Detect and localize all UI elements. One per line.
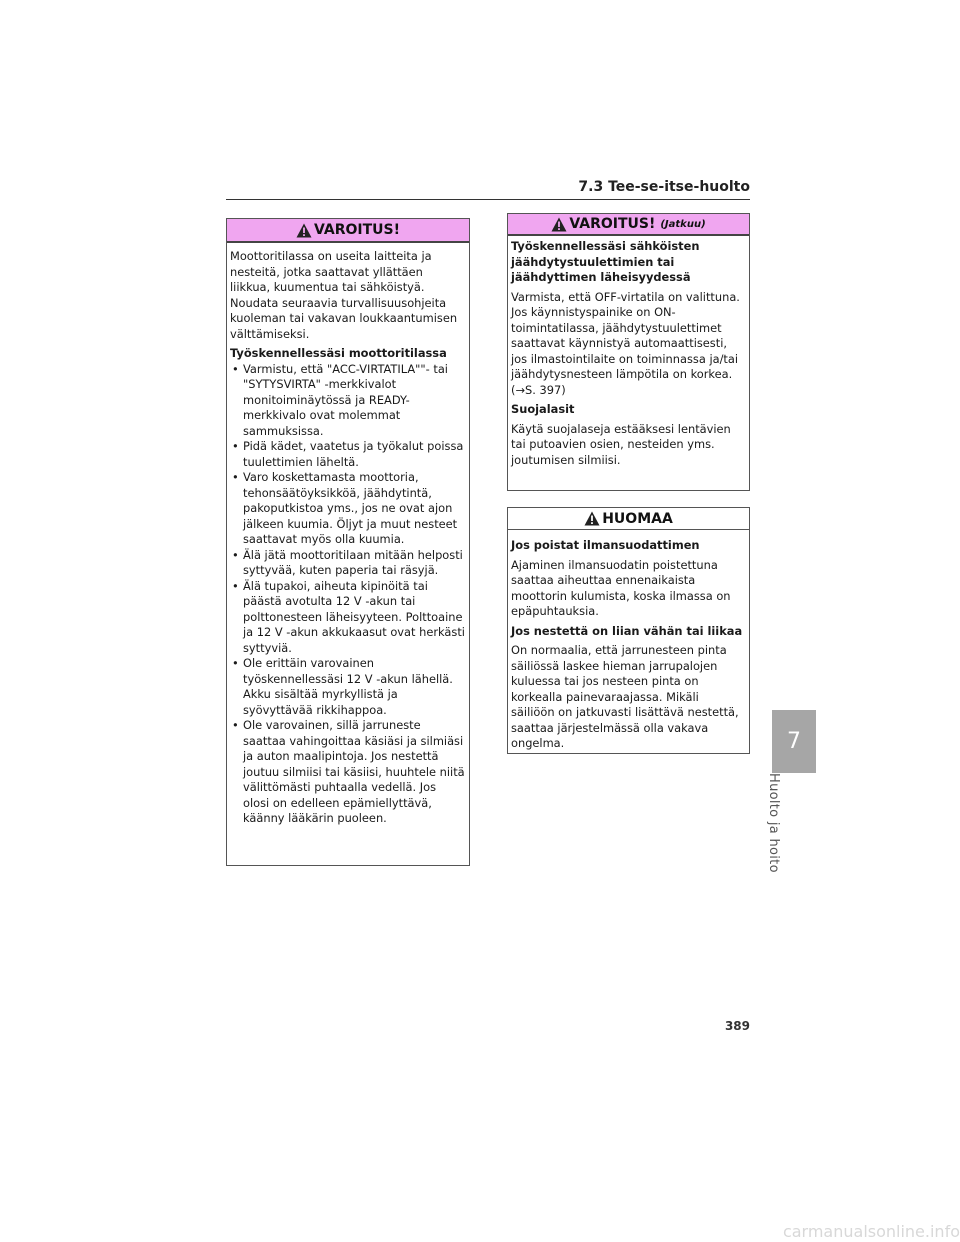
warning-triangle-icon — [296, 223, 312, 238]
warning-continued-body — [508, 236, 749, 468]
fluid-level-text: On normaalia, että jarrunesteen pinta säiliössä laskee hieman jarrupalojen kuluessa tai jos nesteen pinta on korkealla painevaraajassa. Mikäli säiliöön on jatkuvasti lisättävä nestettä, saattaa järjestelmässä olla vakava ongelma. — [511, 643, 739, 750]
warning-triangle-icon — [584, 511, 600, 526]
bullet-item: • Älä tupakoi, aiheuta kipinöitä tai päästä avotulta 12 V -akun tai polttonesteen läheisyyteen. Polttoaine ja 12 V -akun akkukaasut ovat herkästi syttyviä. — [230, 579, 465, 657]
warning-continued-header — [508, 214, 749, 236]
fluid-level-subheading: Jos nestettä on liian vähän tai liikaa — [511, 623, 743, 638]
note-title: HUOMAA — [602, 510, 673, 527]
watermark: carmanualsonline.info — [782, 1222, 960, 1241]
bullet-item: • Ole varovainen, sillä jarruneste saattaa vahingoittaa käsiäsi ja silmiäsi ja auton maalipintoja. Jos nestettä joutuu silmiisi tai käsiisi, huuhtele niitä välittömästi puhtaalla vedellä. Jos olosi on edelleen epämiellyttävä, käänny lääkärin puoleen. — [230, 718, 465, 827]
chapter-tab[interactable]: 7 — [772, 710, 816, 773]
warning-body — [227, 243, 469, 827]
warning-intro: Moottoritilassa on useita laitteita ja nesteitä, jotka saattavat yllättäen liikkua, kuumentua tai sähköistyä. Noudata seuraavia turvallisuusohjeita kuoleman tai vakavan loukkaantumisen välttämiseksi. — [230, 249, 458, 341]
warning-title: VAROITUS! — [569, 216, 656, 232]
air-filter-text: Ajaminen ilmansuodatin poistettuna saattaa aiheuttaa ennenaikaista moottorin kulumista, koska ilmassa on epäpuhtauksia. — [511, 557, 731, 618]
note-body — [508, 530, 749, 752]
chapter-label: Huolto ja hoito — [766, 773, 781, 873]
warning-subheading: Työskennellessäsi moottoritilassa — [230, 346, 447, 360]
continued-label: (Jatkuu) — [660, 218, 706, 230]
bullet-item: • Pidä kädet, vaatetus ja työkalut poissa tuulettimien läheltä. — [230, 439, 465, 470]
fan-subheading: Työskennellessäsi sähköisten jäähdytystuulettimien tai jäähdyttimen läheisyydessä — [511, 239, 700, 284]
warning-triangle-icon — [551, 217, 567, 232]
bullet-item: • Varo koskettamasta moottoria, tehonsäätöyksikköä, jäähdytintä, pakoputkistoa yms., jos ne ovat ajon jälkeen kuumia. Öljyt ja muut nesteet saattavat myös olla kuumia. — [230, 470, 465, 548]
note-box — [507, 507, 750, 754]
fan-text: Varmista, että OFF-virtatila on valittuna. Jos käynnistyspainike on ON-toimintatilassa, jäähdytystuulettimet saattavat käynnistyä automaattisesti, jos ilmastointilaite on toiminnassa ja/tai jäähdytysnesteen lämpötila on korkea. (→S. 397) — [511, 289, 740, 397]
page-number: 389 — [724, 1019, 750, 1033]
warning-bullet-list — [230, 362, 465, 827]
bullet-item: • Älä jätä moottoritilaan mitään helposti syttyvää, kuten paperia tai räsyjä. — [230, 548, 465, 579]
warning-header — [227, 219, 469, 243]
goggles-text: Käytä suojalaseja estääksesi lentävien tai putoavien osien, nesteiden yms. joutumisen silmiisi. — [511, 421, 731, 467]
bullet-item: • Varmistu, että "ACC-VIRTATILA""- tai "SYTYSVIRTA" -merkkivalot monitoiminäytössä ja READY-merkkivalo ovat molemmat sammuksissa. — [230, 362, 465, 440]
air-filter-subheading: Jos poistat ilmansuodattimen — [511, 538, 700, 552]
note-header — [508, 508, 749, 530]
warning-box — [226, 218, 470, 866]
section-header: 7.3 Tee-se-itse-huolto — [226, 179, 750, 200]
warning-title: VAROITUS! — [314, 222, 400, 238]
bullet-item: • Ole erittäin varovainen työskennellessäsi 12 V -akun lähellä. Akku sisältää myrkyllistä ja syövyttävää rikkihappoa. — [230, 656, 465, 718]
warning-continued-box — [507, 213, 750, 491]
goggles-subheading: Suojalasit — [511, 402, 575, 416]
